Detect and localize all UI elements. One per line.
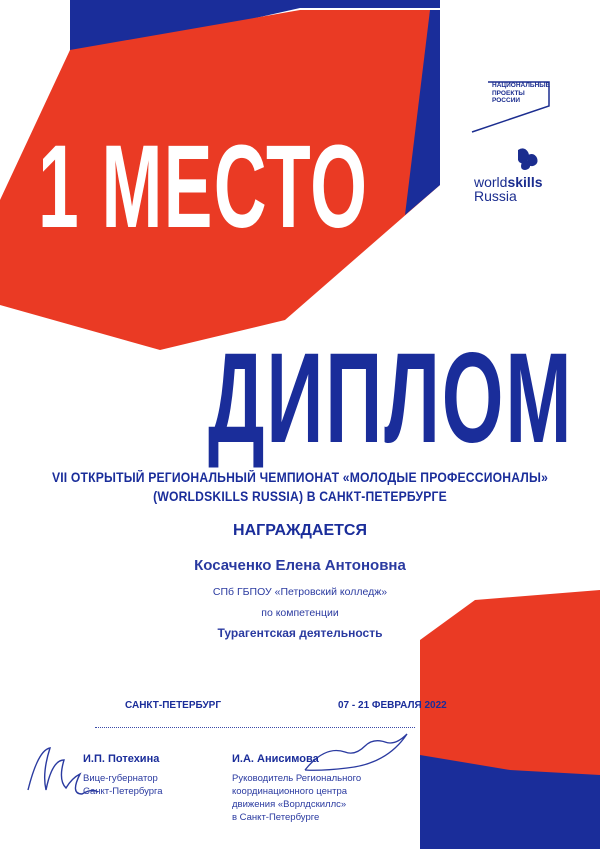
city: САНКТ-ПЕТЕРБУРГ xyxy=(125,700,222,711)
worldskills-emblem xyxy=(518,148,538,170)
signer-2-name: И.А. Анисимова xyxy=(232,753,319,765)
national-projects-logo-text: НАЦИОНАЛЬНЫЕ ПРОЕКТЫ РОССИИ xyxy=(492,82,550,104)
championship-line-2: (WORLDSKILLS RUSSIA) В САНКТ-ПЕТЕРБУРГЕ xyxy=(153,489,447,504)
signer-1-name: И.П. Потехина xyxy=(83,753,160,765)
event-dates: 07 - 21 ФЕВРАЛЯ 2022 xyxy=(338,700,447,711)
signer-2-role xyxy=(232,772,361,824)
competence-name: Турагентская деятельность xyxy=(217,626,383,640)
signer-2-role-line-3: движения «Ворлдскиллс» xyxy=(232,799,347,810)
signer-1-role-line-2: Санкт-Петербурга xyxy=(83,786,163,797)
signature-anisimova xyxy=(305,734,407,770)
signer-1-role-line-1: Вице-губернатор xyxy=(83,773,158,784)
institution: СПб ГБПОУ «Петровский колледж» xyxy=(212,586,388,598)
signer-2-role-line-2: координационного центра xyxy=(232,786,348,797)
place-label: 1 МЕСТО xyxy=(38,121,369,253)
championship-line-1: VII ОТКРЫТЫЙ РЕГИОНАЛЬНЫЙ ЧЕМПИОНАТ «МОЛОДЫЕ ПРОФЕССИОНАЛЫ» xyxy=(51,470,549,485)
awarded-heading: НАГРАЖДАЕТСЯ xyxy=(233,522,367,539)
ws-logo-word2: skills xyxy=(507,174,543,190)
signer-2-role-line-1: Руководитель Регионального xyxy=(232,773,362,784)
ws-logo-word1: world xyxy=(474,174,508,190)
worldskills-logo xyxy=(474,175,543,203)
signer-1-role xyxy=(83,772,163,798)
diploma-title: ДИПЛОМ xyxy=(208,327,574,470)
ws-logo-word3: Russia xyxy=(474,188,517,204)
competence-label: по компетенции xyxy=(261,607,339,619)
signer-2-role-line-4: в Санкт-Петербурге xyxy=(232,812,320,823)
recipient-name: Косаченко Елена Антоновна xyxy=(194,557,406,574)
dotted-divider xyxy=(95,727,415,728)
